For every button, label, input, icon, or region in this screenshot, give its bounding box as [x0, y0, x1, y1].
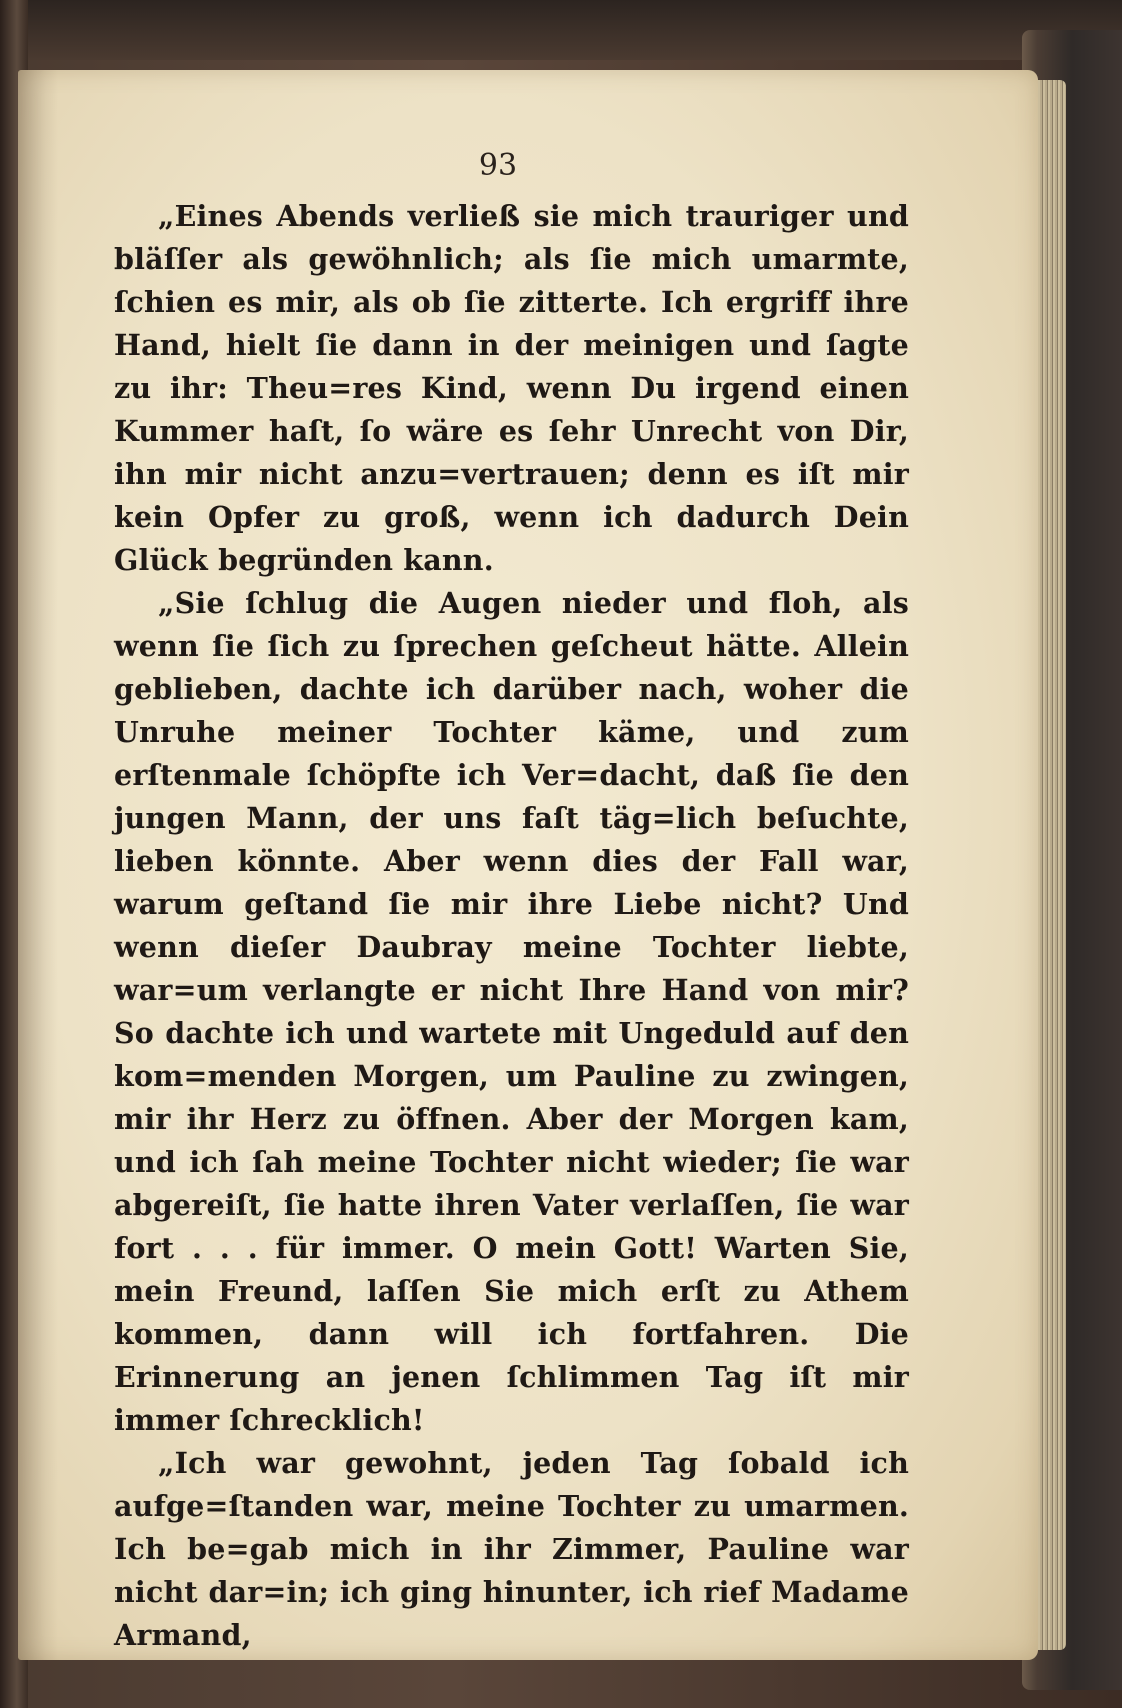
- paragraph-3: „Ich war gewohnt, jeden Tag ſobald ich aufge=ſtanden war, meine Tochter zu umarmen. Ich be=gab mich in ihr Zimmer, Pauline war nicht dar=in; ich ging hinunter, ich rief Madame Armand,: [114, 1446, 909, 1652]
- paragraph-2: „Sie ſchlug die Augen nieder und floh, als wenn ſie ſich zu ſprechen geſcheut hätte. Allein geblieben, dachte ich darüber nach, woher die Unruhe meiner Tochter käme, und zum erſtenmale ſchöpfte ich Ver=dacht, daß ſie den jungen Mann, der uns faſt täg=lich beſuchte, lieben könnte. Aber wenn dies der Fall war, warum geſtand ſie mir ihre Liebe nicht? Und wenn dieſer Daubray meine Tochter liebte, war=um verlangte er nicht Ihre Hand von mir? So dachte ich und wartete mit Ungeduld auf den kom=menden Morgen, um Pauline zu zwingen, mir ihr Herz zu öffnen. Aber der Morgen kam, und ich ſah meine Tochter nicht wieder; ſie war abgereiſt, ſie hatte ihren Vater verlaſſen, ſie war fort . . . für immer. O mein Gott! Warten Sie, mein Freund, laſſen Sie mich erſt zu Athem kommen, dann will ich fortfahren. Die Erinnerung an jenen ſchlimmen Tag iſt mir immer ſchrecklich!: [114, 586, 909, 1437]
- page-body-text: [114, 195, 909, 1657]
- page-number: 93: [478, 148, 518, 183]
- book-page: [18, 70, 1038, 1660]
- book-cover-top: [0, 0, 1122, 60]
- page-gutter-shadow: [18, 70, 58, 1660]
- paragraph-1: „Eines Abends verließ sie mich trauriger und bläſſer als gewöhnlich; als ſie mich umarmte, ſchien es mir, als ob ſie zitterte. Ich ergriff ihre Hand, hielt ſie dann in der meinigen und ſagte zu ihr: Theu=res Kind, wenn Du irgend einen Kummer haſt, ſo wäre es ſehr Unrecht von Dir, ihn mir nicht anzu=vertrauen; denn es iſt mir kein Opfer zu groß, wenn ich dadurch Dein Glück begründen kann.: [114, 199, 909, 577]
